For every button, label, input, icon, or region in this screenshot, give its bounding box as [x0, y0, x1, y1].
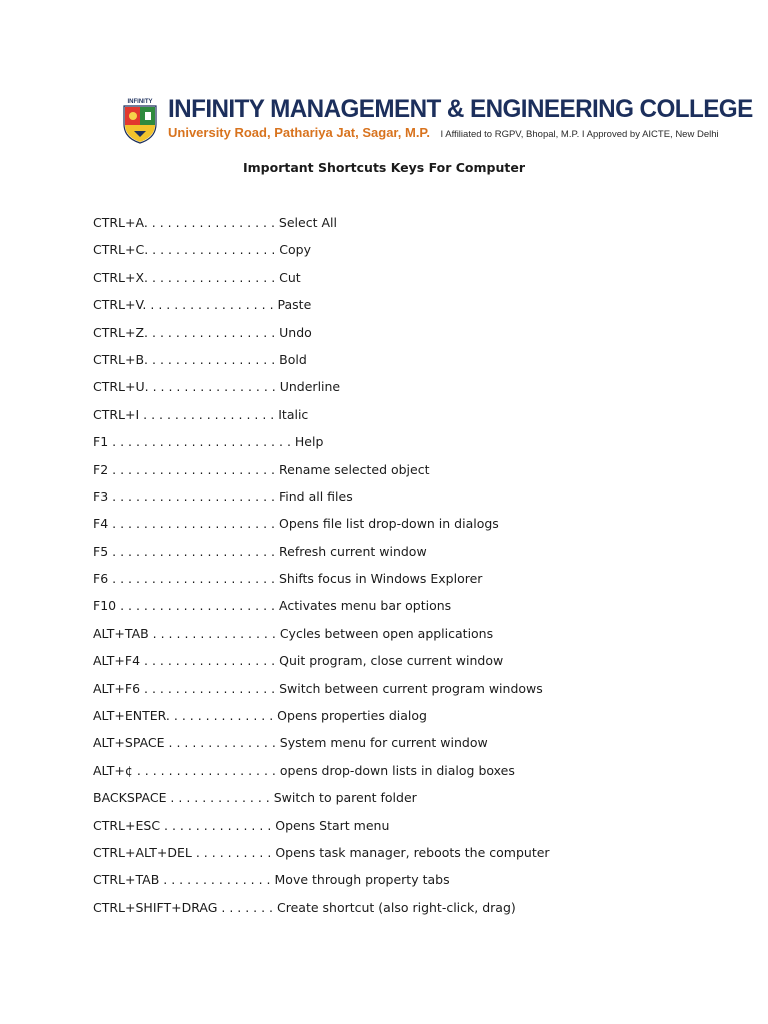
- logo-text: INFINITY: [127, 99, 153, 105]
- document-title: Important Shortcuts Keys For Computer: [243, 160, 525, 175]
- shortcut-row: F4 . . . . . . . . . . . . . . . . . . . . . Opens file list drop-down in dialogs: [93, 516, 499, 532]
- shortcut-row: F10 . . . . . . . . . . . . . . . . . . . . Activates menu bar options: [93, 598, 452, 614]
- shortcut-row: CTRL+ALT+DEL . . . . . . . . . . Opens task manager, reboots the computer: [93, 844, 550, 860]
- shortcut-row: CTRL+U. . . . . . . . . . . . . . . . . Underline: [93, 379, 341, 395]
- shortcut-row: CTRL+A. . . . . . . . . . . . . . . . . Select All: [93, 215, 337, 230]
- shortcut-row: BACKSPACE . . . . . . . . . . . . . Switch to parent folder: [93, 790, 417, 806]
- college-affiliation: I Affiliated to RGPV, Bhopal, M.P. I Approved by AICTE, New Delhi: [440, 129, 719, 140]
- shortcut-row: CTRL+TAB . . . . . . . . . . . . . . Move through property tabs: [93, 872, 450, 888]
- shortcut-row: CTRL+SHIFT+DRAG . . . . . . . Create shortcut (also right-click, drag): [93, 899, 516, 915]
- college-name: INFINITY MANAGEMENT & ENGINEERING COLLEGE: [168, 95, 753, 123]
- shortcut-row: F3 . . . . . . . . . . . . . . . . . . . . . Find all files: [93, 488, 353, 504]
- address-line: [168, 124, 719, 142]
- shortcut-row: F1 . . . . . . . . . . . . . . . . . . . . . . . Help: [93, 434, 324, 450]
- shortcut-row: F6 . . . . . . . . . . . . . . . . . . . . . Shifts focus in Windows Explorer: [93, 571, 483, 587]
- college-address: University Road, Pathariya Jat, Sagar, M.P.: [168, 125, 431, 140]
- college-logo: [118, 96, 162, 144]
- shortcut-row: CTRL+I . . . . . . . . . . . . . . . . . Italic: [93, 406, 309, 422]
- shortcut-row: ALT+F4 . . . . . . . . . . . . . . . . . Quit program, close current window: [93, 653, 504, 669]
- shortcut-row: F2 . . . . . . . . . . . . . . . . . . . . . Rename selected object: [93, 461, 430, 477]
- shortcut-row: CTRL+V. . . . . . . . . . . . . . . . . Paste: [93, 297, 312, 313]
- shortcut-row: F5 . . . . . . . . . . . . . . . . . . . . . Refresh current window: [93, 543, 427, 559]
- shortcut-row: CTRL+Z. . . . . . . . . . . . . . . . . Undo: [93, 324, 312, 340]
- college-banner: [96, 88, 753, 150]
- shortcut-row: CTRL+X. . . . . . . . . . . . . . . . . Cut: [93, 269, 301, 285]
- shortcut-row: CTRL+ESC . . . . . . . . . . . . . . Opens Start menu: [93, 817, 390, 833]
- shortcut-row: ALT+¢ . . . . . . . . . . . . . . . . . . opens drop-down lists in dialog boxes: [93, 762, 515, 778]
- shortcut-row: ALT+TAB . . . . . . . . . . . . . . . . Cycles between open applications: [93, 625, 494, 641]
- shortcut-row: ALT+ENTER. . . . . . . . . . . . . . Opens properties dialog: [93, 708, 427, 724]
- shortcut-row: CTRL+B. . . . . . . . . . . . . . . . . Bold: [93, 351, 307, 367]
- shortcut-row: CTRL+C. . . . . . . . . . . . . . . . . Copy: [93, 242, 312, 258]
- shortcut-row: ALT+SPACE . . . . . . . . . . . . . . System menu for current window: [93, 735, 488, 751]
- shortcut-row: ALT+F6 . . . . . . . . . . . . . . . . . Switch between current program windows: [93, 680, 543, 696]
- shortcut-list: [93, 213, 550, 925]
